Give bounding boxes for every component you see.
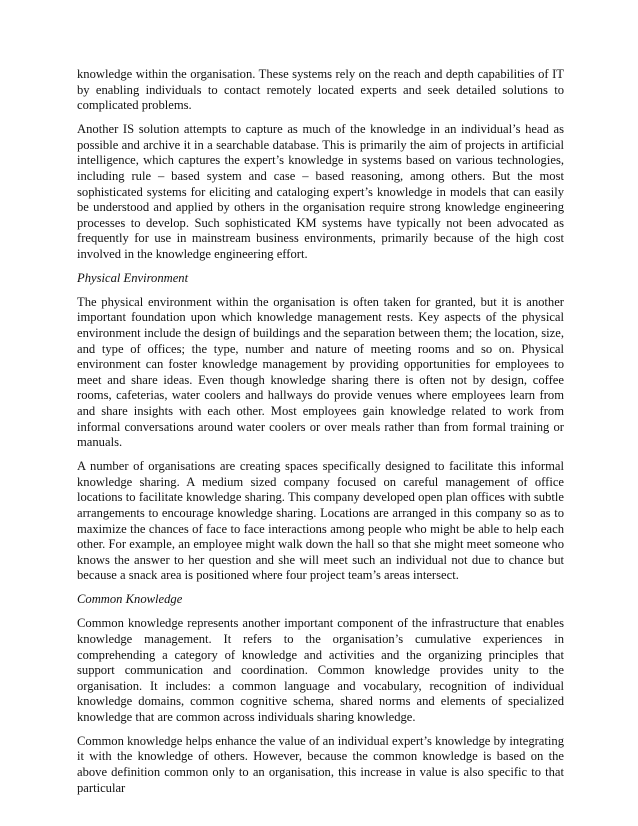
document-page — [77, 67, 564, 805]
paragraph-informal-spaces: A number of organisations are creating spaces specifically designed to facilitate this informal knowledge sharing. A medium sized company focused on careful management of office locations to facilitate knowledge sharing. This company developed open plan offices with subtle arrangements to encourage knowledge sharing. Locations are arranged in this company so as to maximize the chances of face to face interactions among people who might be able to help each other. For example, an employee might walk down the hall so that she might meet someone who knows the answer to her question and she will meet such an individual not due to chance but because a snack area is positioned where four project team’s areas intersect. — [77, 459, 564, 583]
paragraph-common-knowledge-value: Common knowledge helps enhance the value of an individual expert’s knowledge by integrating it with the knowledge of others. However, because the common knowledge is based on the above definition common only to an organisation, this increase in value is also specific to that particular — [77, 733, 564, 795]
section-heading-common-knowledge: Common Knowledge — [77, 592, 183, 607]
paragraph-is-systems-intro: knowledge within the organisation. These systems rely on the reach and depth capabilities of IT by enabling individuals to contact remotely located experts and seek detailed solutions to complicated problems. — [77, 67, 564, 113]
paragraph-ai-knowledge-capture: Another IS solution attempts to capture as much of the knowledge in an individual’s head as possible and archive it in a searchable database. This is primarily the aim of projects in artificial intelligence, which captures the expert’s knowledge in systems based on various technologies, including rule – based system and case – based reasoning, among others. But the most sophisticated systems for eliciting and cataloging expert’s knowledge in models that can easily be understood and applied by others in the organisation require strong knowledge engineering processes to develop. Such sophisticated KM systems have typically not been advocated as frequently for use in mainstream business environments, primarily because of the high cost involved in the knowledge engineering effort. — [77, 122, 564, 261]
paragraph-physical-environment: The physical environment within the organisation is often taken for granted, but it is another important foundation upon which knowledge management rests. Key aspects of the physical environment include the design of buildings and the separation between them; the location, size, and type of offices; the type, number and nature of meeting rooms and so on. Physical environment can foster knowledge management by providing opportunities for employees to meet and share ideas. Even though knowledge sharing there is often not by design, coffee rooms, cafeterias, water coolers and hallways do provide venues where employees learn from and share insights with each other. Most employees gain knowledge related to work from informal conversations around water coolers or over meals rather than from formal training or manuals. — [77, 294, 564, 450]
paragraph-common-knowledge: Common knowledge represents another important component of the infrastructure that enables knowledge management. It refers to the organisation’s cumulative experiences in comprehending a category of knowledge and activities and the organizing principles that support communication and coordination. Common knowledge provides unity to the organisation. It includes: a common language and vocabulary, recognition of individual knowledge domains, common cognitive schema, shared norms and elements of specialized knowledge that are common across individuals sharing knowledge. — [77, 616, 564, 724]
section-heading-physical-environment: Physical Environment — [77, 270, 189, 285]
